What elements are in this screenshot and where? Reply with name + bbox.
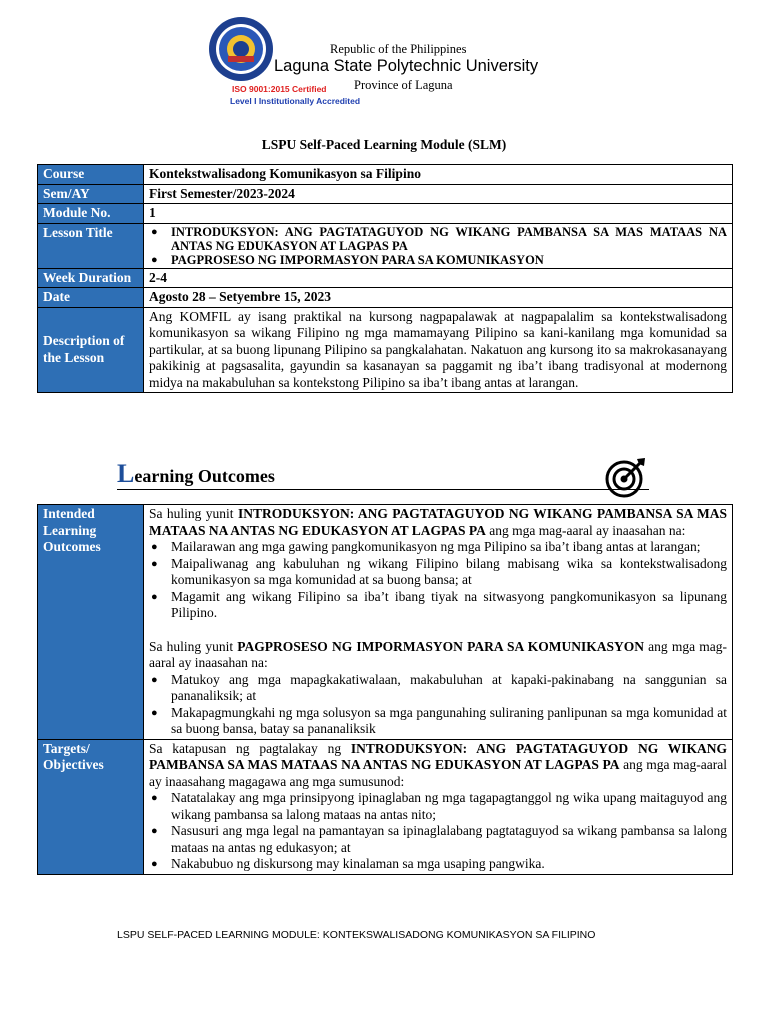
module-label: Module No. <box>38 204 144 224</box>
ilo-row <box>38 505 733 740</box>
ilo-item: ● Maipaliwanag ang kabuluhan ng wikang Filipino bilang mabisang wika sa kontekstwalisadong komunikasyon sa mga komunidad at sa buong bansa; at <box>149 556 727 589</box>
sem-row <box>38 184 733 204</box>
heading-initial: L <box>117 459 135 488</box>
ilo-list-2 <box>149 672 727 738</box>
outcomes-table <box>37 504 733 875</box>
week-value: 2-4 <box>144 268 733 288</box>
learning-outcomes-heading <box>117 459 275 489</box>
week-row <box>38 268 733 288</box>
targets-row <box>38 739 733 874</box>
module-title: LSPU Self-Paced Learning Module (SLM) <box>261 137 507 152</box>
page-footer: LSPU SELF-PACED LEARNING MODULE: KONTEKSWALISADONG KOMUNIKASYON SA FILIPINO <box>117 929 596 941</box>
module-row <box>38 204 733 224</box>
ilo-intro-1: Sa huling yunit INTRODUKSYON: ANG PAGTATAGUYOD NG WIKANG PAMBANSA SA MAS MATAAS NA ANTAS NG EDUKASYON AT LAGPAS PA ang mga mag-aaral ay inaasahan na: <box>149 506 727 538</box>
lesson-title-item: ● INTRODUKSYON: ANG PAGTATAGUYOD NG WIKANG PAMBANSA SA MAS MATAAS NA ANTAS NG EDUKASYON AT LAGPAS PA <box>149 225 727 253</box>
lesson-title-list <box>149 225 727 267</box>
ilo-item: ● Mailarawan ang mga gawing pangkomunikasyon ng mga Pilipino sa iba’t ibang antas at larangan; <box>149 539 727 556</box>
lesson-row <box>38 223 733 268</box>
targets-label: Targets/ Objectives <box>38 739 144 874</box>
target-item: ● Natatalakay ang mga prinsipyong ipinaglaban ng mga tagapagtanggol ng wika upang maitaguyod ang wikang pambansa sa lalong mataas na antas nito; <box>149 790 727 823</box>
ilo-item: ● Makapagmungkahi ng mga solusyon sa mga pangunahing suliraning panlipunan sa mga komunidad at sa buong bansa, batay sa pananaliksik <box>149 705 727 738</box>
description-value: Ang KOMFIL ay isang praktikal na kursong nagpapalawak at nagpapalalim sa kontekstwalisadong komunikasyon sa wikang Filipino ng mga mamamayang Pilipino sa kani-kanilang mga komunidad sa partikular, at sa buong lipunang Pilipino sa pangkalahatan. Nakatuon ang kursong ito sa makrokasanayang pakikinig at pagsasalita, gayundin sa kasanayan sa paggamit ng iba’t ibang tradisyonal at modernong midya na makabuluhan sa kontekstong Pilipino sa iba’t ibang antas at larangan. <box>144 307 733 393</box>
ilo-list-1 <box>149 539 727 622</box>
republic-text: Republic of the Philippines <box>330 42 467 56</box>
sem-label: Sem/AY <box>38 184 144 204</box>
course-value: Kontekstwalisadong Komunikasyon sa Filipino <box>144 165 733 185</box>
course-row <box>38 165 733 185</box>
ilo-item: ● Magamit ang wikang Filipino sa iba’t ibang tiyak na sitwasyong pangkomunikasyon sa lipunang Pilipino. <box>149 589 727 622</box>
university-seal-logo <box>208 16 274 82</box>
date-row <box>38 288 733 308</box>
heading-underline <box>117 489 649 490</box>
university-name: Laguna State Polytechnic University <box>274 57 539 75</box>
description-label: Description of the Lesson <box>38 307 144 393</box>
ilo-item: ● Matukoy ang mga mapagkakatiwalaan, makabuluhan at kapaki-pakinabang na sanggunian sa pananaliksik; at <box>149 672 727 705</box>
target-item: ● Nasusuri ang mga legal na pamantayan sa ipinaglalabang pagtataguyod sa wikang pambansa sa lalong mataas na antas ng edukasyon; at <box>149 823 727 856</box>
week-label: Week Duration <box>38 268 144 288</box>
iso-certification: ISO 9001:2015 Certified <box>232 84 327 94</box>
module-info-table <box>37 164 733 393</box>
target-icon <box>604 455 648 499</box>
sem-value: First Semester/2023-2024 <box>144 184 733 204</box>
module-value: 1 <box>144 204 733 224</box>
province-text: Province of Laguna <box>354 78 453 92</box>
targets-intro: Sa katapusan ng pagtalakay ng INTRODUKSYON: ANG PAGTATAGUYOD NG WIKANG PAMBANSA SA MAS MATAAS NA ANTAS NG EDUKASYON AT LAGPAS PA ang mga mag-aaral ay inaasahang magagawa ang mga sumusunod: <box>149 740 727 789</box>
accreditation-text: Level I Institutionally Accredited <box>230 96 361 106</box>
targets-list <box>149 790 727 873</box>
ilo-intro-2: Sa huling yunit PAGPROSESO NG IMPORMASYON PARA SA KOMUNIKASYON ang mga mag-aaral ay inaasahan na: <box>149 638 727 670</box>
course-label: Course <box>38 165 144 185</box>
target-item: ● Nakabubuo ng diskursong may kinalaman sa mga usaping pangwika. <box>149 856 727 873</box>
date-value: Agosto 28 – Setyembre 15, 2023 <box>144 288 733 308</box>
description-row <box>38 307 733 393</box>
date-label: Date <box>38 288 144 308</box>
lesson-label: Lesson Title <box>38 223 144 268</box>
ilo-label: Intended Learning Outcomes <box>38 505 144 740</box>
heading-rest: earning Outcomes <box>134 466 275 486</box>
lesson-title-item: ● PAGPROSESO NG IMPORMASYON PARA SA KOMUNIKASYON <box>149 253 727 267</box>
